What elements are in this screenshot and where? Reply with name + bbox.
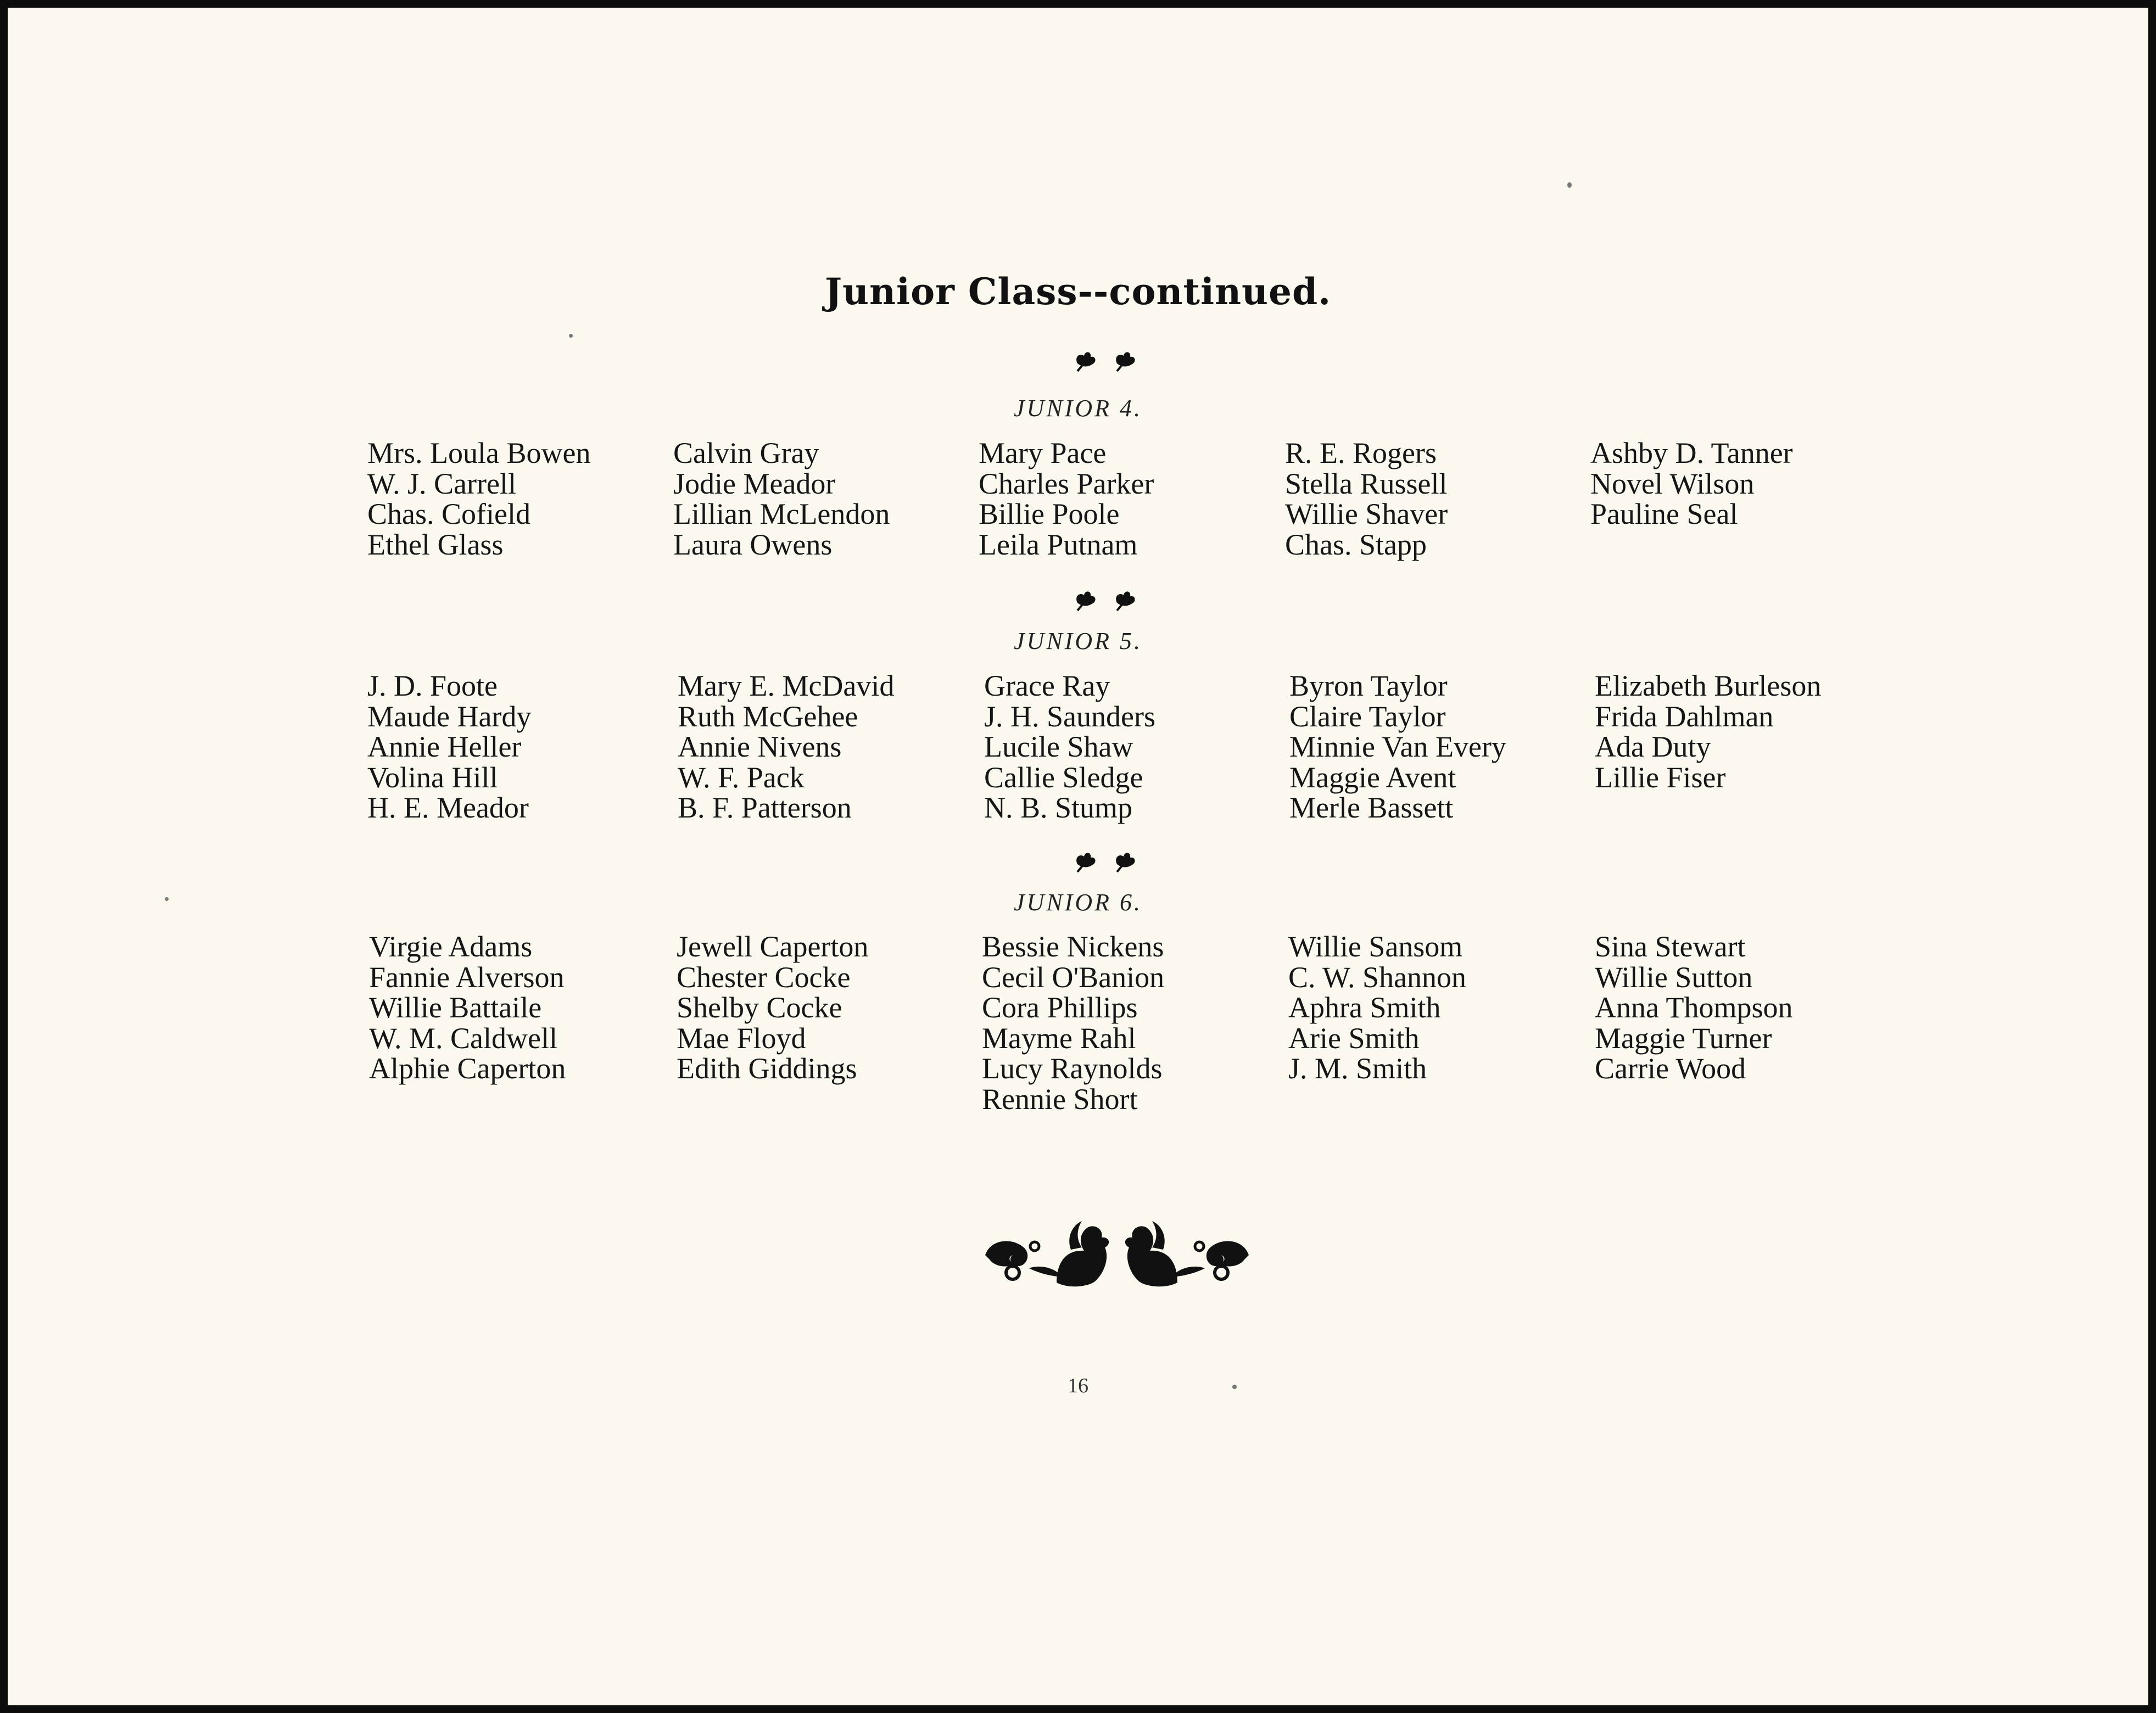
student-name: Volina Hill: [367, 760, 498, 794]
page: [8, 8, 2148, 1705]
student-name: W. J. Carrell: [367, 467, 516, 500]
student-name: Cora Phillips: [982, 991, 1138, 1024]
roster-column: [1288, 932, 1466, 1084]
student-name: Elizabeth Burleson: [1595, 669, 1822, 702]
student-name: W. M. Caldwell: [369, 1021, 557, 1055]
roster-column: [1590, 438, 1793, 530]
student-name: Callie Sledge: [984, 760, 1143, 794]
student-name: C. W. Shannon: [1288, 960, 1467, 994]
roster-column: [1595, 932, 1793, 1084]
student-name: Ethel Glass: [367, 528, 504, 561]
roster-column: [1595, 671, 1821, 793]
student-name: N. B. Stump: [984, 791, 1133, 824]
roster-column: [369, 932, 566, 1084]
student-name: Chas. Cofield: [367, 497, 530, 530]
roster-column: [982, 932, 1164, 1115]
student-name: Maude Hardy: [367, 699, 532, 733]
student-name: Maggie Avent: [1289, 760, 1456, 794]
student-name: Billie Poole: [979, 497, 1120, 530]
student-name: Sina Stewart: [1595, 930, 1746, 963]
junior-6-roster: [8, 932, 2148, 1118]
student-name: Annie Nivens: [678, 730, 842, 763]
student-name: Lillie Fiser: [1595, 760, 1726, 794]
student-name: Minnie Van Every: [1289, 730, 1506, 763]
student-name: Ruth McGehee: [678, 699, 858, 733]
section-heading-junior-5: JUNIOR 5.: [1014, 628, 1142, 654]
student-name: Ada Duty: [1595, 730, 1711, 763]
student-name: Leila Putnam: [979, 528, 1138, 561]
roster-column: [678, 671, 894, 824]
roster-column: [979, 438, 1154, 560]
junior-5-roster: [8, 671, 2148, 858]
student-name: Mary Pace: [979, 436, 1107, 469]
student-name: Novel Wilson: [1590, 467, 1755, 500]
student-name: Stella Russell: [1285, 467, 1448, 500]
student-name: Rennie Short: [982, 1082, 1138, 1116]
student-name: Bessie Nickens: [982, 930, 1164, 963]
student-name: Shelby Cocke: [677, 991, 842, 1024]
student-name: J. M. Smith: [1288, 1052, 1427, 1085]
student-name: Edith Giddings: [677, 1052, 857, 1085]
student-name: Willie Battaile: [369, 991, 542, 1024]
student-name: Annie Heller: [367, 730, 522, 763]
student-name: Willie Shaver: [1285, 497, 1448, 530]
section-heading-junior-6: JUNIOR 6.: [1014, 889, 1142, 916]
leaf-pair-icon: [1066, 343, 1143, 376]
roster-column: [1285, 438, 1448, 560]
student-name: Arie Smith: [1288, 1021, 1420, 1055]
student-name: Calvin Gray: [673, 436, 819, 469]
student-name: Byron Taylor: [1289, 669, 1448, 702]
student-name: Mae Floyd: [677, 1021, 806, 1055]
student-name: Maggie Turner: [1595, 1021, 1772, 1055]
student-name: Charles Parker: [979, 467, 1154, 500]
student-name: Claire Taylor: [1289, 699, 1446, 733]
student-name: Lillian McLendon: [673, 497, 890, 530]
student-name: R. E. Rogers: [1285, 436, 1437, 469]
student-name: Mary E. McDavid: [678, 669, 895, 702]
student-name: H. E. Meador: [367, 791, 529, 824]
student-name: Grace Ray: [984, 669, 1110, 702]
student-name: Chester Cocke: [677, 960, 851, 994]
student-name: J. H. Saunders: [984, 699, 1155, 733]
griffin-ornament-icon: [974, 1211, 1260, 1299]
roster-column: [677, 932, 868, 1084]
page-number: 16: [1068, 1374, 1088, 1397]
leaf-pair-icon: [1066, 582, 1143, 615]
student-name: Jewell Caperton: [677, 930, 869, 963]
roster-column: [1289, 671, 1506, 824]
student-name: Willie Sansom: [1288, 930, 1463, 963]
roster-column: [984, 671, 1155, 824]
student-name: Mrs. Loula Bowen: [367, 436, 591, 469]
section-heading-junior-4: JUNIOR 4.: [1014, 395, 1142, 422]
student-name: Willie Sutton: [1595, 960, 1753, 994]
student-name: Ashby D. Tanner: [1590, 436, 1793, 469]
student-name: Fannie Alverson: [369, 960, 565, 994]
student-name: Mayme Rahl: [982, 1021, 1136, 1055]
student-name: B. F. Patterson: [678, 791, 852, 824]
leaf-pair-icon: [1066, 843, 1143, 876]
student-name: Merle Bassett: [1289, 791, 1454, 824]
paper-speck: [569, 334, 573, 338]
roster-column: [367, 671, 531, 824]
student-name: Lucy Raynolds: [982, 1052, 1163, 1085]
roster-column: [367, 438, 590, 560]
student-name: Chas. Stapp: [1285, 528, 1427, 561]
student-name: Pauline Seal: [1590, 497, 1738, 530]
student-name: Carrie Wood: [1595, 1052, 1746, 1085]
student-name: Aphra Smith: [1288, 991, 1441, 1024]
student-name: J. D. Foote: [367, 669, 498, 702]
student-name: W. F. Pack: [678, 760, 805, 794]
student-name: Virgie Adams: [369, 930, 533, 963]
student-name: Lucile Shaw: [984, 730, 1133, 763]
student-name: Jodie Meador: [673, 467, 836, 500]
student-name: Laura Owens: [673, 528, 833, 561]
page-title: Junior Class--continued.: [824, 270, 1332, 313]
student-name: Frida Dahlman: [1595, 699, 1774, 733]
paper-speck: [1567, 182, 1572, 188]
student-name: Cecil O'Banion: [982, 960, 1165, 994]
roster-column: [673, 438, 890, 560]
student-name: Anna Thompson: [1595, 991, 1793, 1024]
student-name: Alphie Caperton: [369, 1052, 566, 1085]
